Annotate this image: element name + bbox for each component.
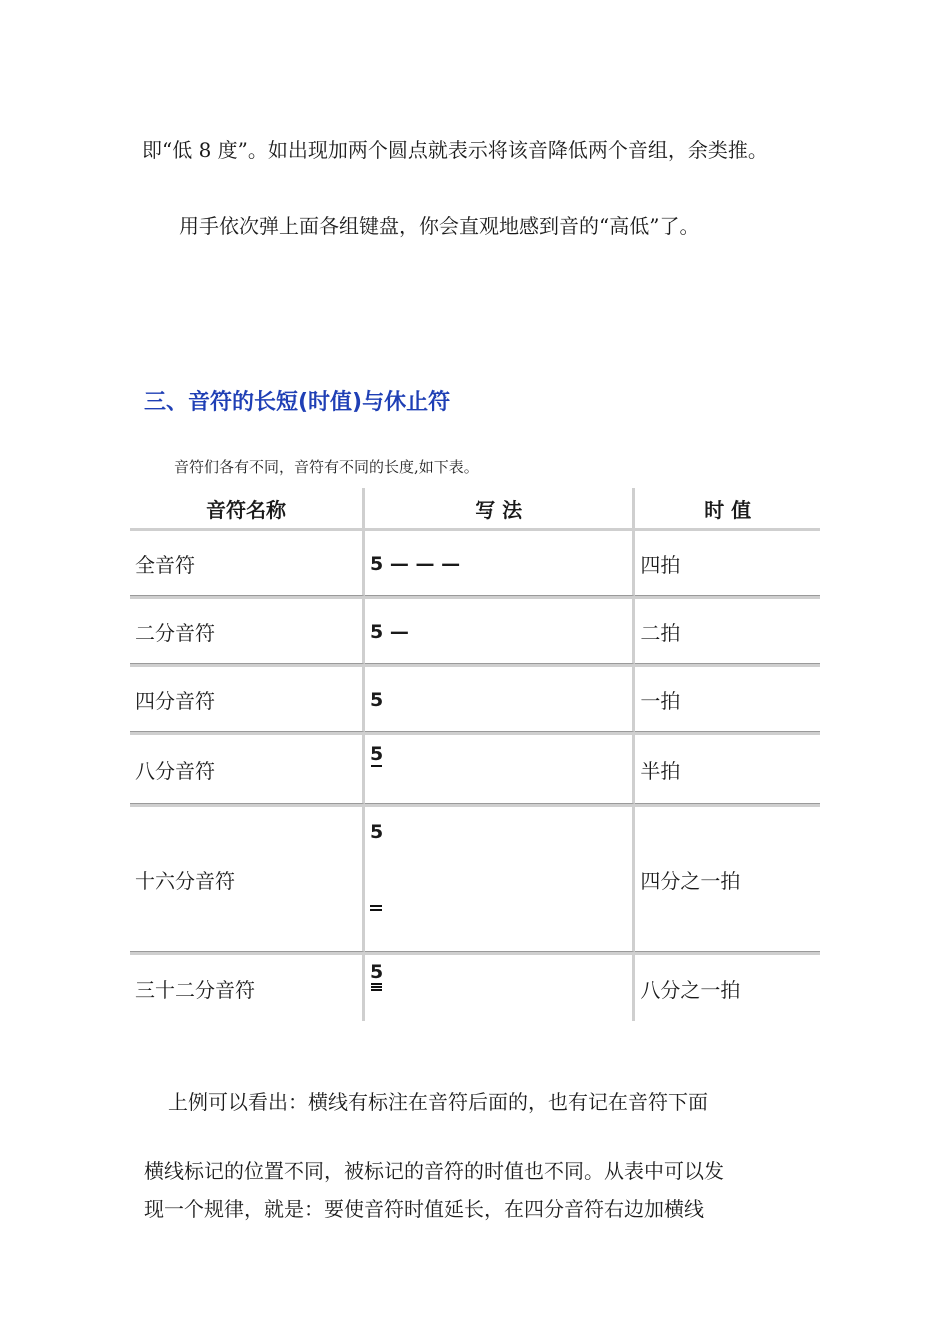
- paragraph-observation: 上例可以看出：横线有标注在音符后面的，也有记在音符下面: [168, 1090, 708, 1114]
- note-notation: [365, 596, 635, 664]
- double-underline-mark: [370, 903, 382, 913]
- note-duration-table: [130, 488, 820, 1021]
- table-row: [130, 804, 820, 952]
- note-duration: 一拍: [635, 664, 820, 732]
- notation-text: 5 —: [370, 621, 409, 643]
- thirty-second-note-notation: [370, 963, 383, 998]
- note-duration: 二拍: [635, 596, 820, 664]
- triple-underline-mark: [370, 983, 383, 991]
- note-duration: 四拍: [635, 528, 820, 596]
- sixteenth-note-digit: 5: [370, 821, 384, 843]
- note-name: 十六分音符: [130, 804, 365, 952]
- table-row: [130, 952, 820, 1021]
- header-duration: 时 值: [704, 497, 752, 522]
- notation-text: 5 — — —: [370, 553, 461, 575]
- notation-digit: 5: [370, 961, 384, 983]
- eighth-note-notation: 5: [370, 743, 384, 765]
- note-notation: [365, 528, 635, 596]
- paragraph-rule: [144, 1152, 724, 1228]
- note-name: 全音符: [130, 528, 365, 596]
- note-notation: [365, 952, 635, 1021]
- table-row: [130, 664, 820, 732]
- section-intro: 音符们各有不同，音符有不同的长度,如下表。: [174, 458, 479, 476]
- note-duration: 四分之一拍: [635, 804, 820, 952]
- table-row: [130, 528, 820, 596]
- note-name: 二分音符: [130, 596, 365, 664]
- note-notation: [365, 664, 635, 732]
- notation-text: 5: [370, 689, 384, 711]
- note-name: 三十二分音符: [130, 952, 365, 1021]
- paragraph-rule-line1: 横线标记的位置不同，被标记的音符的时值也不同。从表中可以发: [144, 1159, 724, 1183]
- note-name: 八分音符: [130, 732, 365, 804]
- table-row: [130, 732, 820, 804]
- paragraph-play-keyboard: 用手依次弹上面各组键盘，你会直观地感到音的“高低”了。: [179, 214, 700, 238]
- paragraph-low-octave: 即“低 8 度”。如出现加两个圆点就表示将该音降低两个音组，余类推。: [142, 138, 768, 162]
- note-duration: 八分之一拍: [635, 952, 820, 1021]
- header-notation: 写 法: [365, 488, 635, 528]
- note-notation: [365, 804, 635, 952]
- note-notation: [365, 732, 635, 804]
- paragraph-rule-line2: 现一个规律，就是：要使音符时值延长，在四分音符右边加横线: [144, 1197, 704, 1221]
- note-duration: 半拍: [635, 732, 820, 804]
- section-heading: 三、音符的长短(时值)与休止符: [144, 390, 451, 415]
- table-row: [130, 596, 820, 664]
- header-note-name: 音符名称: [130, 488, 365, 528]
- note-name: 四分音符: [130, 664, 365, 732]
